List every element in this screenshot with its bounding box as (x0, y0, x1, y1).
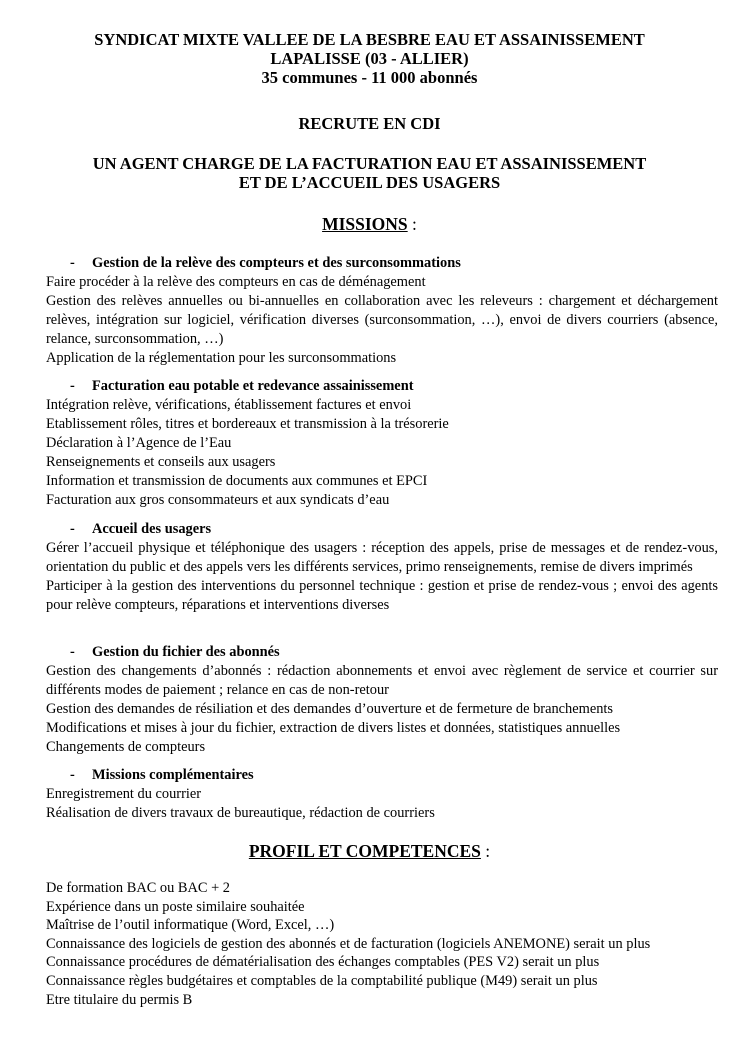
missions-section-1 (46, 254, 718, 368)
subheading-text: Gestion de la relève des compteurs et des surconsommations (92, 255, 461, 271)
profile-line: Connaissance règles budgétaires et comptables de la comptabilité publique (M49) serait un plus (46, 972, 598, 989)
mission-line: Faire procéder à la relève des compteurs en cas de déménagement (46, 274, 426, 290)
profile-line: Maîtrise de l’outil informatique (Word, Excel, …) (46, 917, 335, 934)
missions-subheading (46, 377, 718, 396)
subheading-text: Accueil des usagers (92, 521, 212, 537)
subheading-text: Missions complémentaires (92, 767, 254, 783)
missions-heading-text: MISSIONS (322, 214, 408, 234)
missions-section-5 (46, 766, 718, 823)
missions-subheading (46, 643, 718, 662)
bullet-dash: - (70, 767, 75, 783)
missions-subheading (46, 520, 718, 539)
mission-line: Déclaration à l’Agence de l’Eau (46, 435, 232, 451)
profile-line: Connaissance des logiciels de gestion des abonnés et de facturation (logiciels ANEMONE) serait un plus (46, 935, 651, 952)
subheading-text: Gestion du fichier des abonnés (92, 644, 280, 660)
missions-subheading (46, 254, 718, 273)
bullet-dash: - (70, 521, 75, 537)
mission-line: Information et transmission de documents aux communes et EPCI (46, 473, 428, 489)
bullet-dash: - (70, 378, 75, 394)
job-title (0, 154, 739, 192)
employer-name: SYNDICAT MIXTE VALLEE DE LA BESBRE EAU ET ASSAINISSEMENT (94, 30, 645, 49)
mission-line: Gestion des demandes de résiliation et des demandes d’ouverture et de fermeture de branchements (46, 701, 614, 717)
job-title-line-2: ET DE L’ACCUEIL DES USAGERS (238, 173, 501, 192)
employer-location: LAPALISSE (03 - ALLIER) (270, 49, 469, 68)
missions-section-2 (46, 377, 718, 510)
contract-type: RECRUTE EN CDI (298, 114, 441, 133)
profile-line: Connaissance procédures de dématérialisation des échanges comptables (PES V2) serait un plus (46, 954, 600, 971)
mission-line: Enregistrement du courrier (46, 786, 202, 802)
mission-line: Etablissement rôles, titres et bordereaux et transmission à la trésorerie (46, 416, 449, 432)
mission-line: Intégration relève, vérifications, établissement factures et envoi (46, 397, 412, 413)
missions-subheading (46, 766, 718, 785)
missions-section-4 (46, 643, 718, 757)
mission-line: Participer à la gestion des interventions du personnel technique : gestion et prise de rendez-vous ; envoi des agents pour relève compteurs, réparations et interventions diverses (46, 578, 718, 613)
profile-line: De formation BAC ou BAC + 2 (46, 880, 230, 896)
mission-line: Gestion des relèves annuelles ou bi-annuelles en collaboration avec les releveurs : chargement et déchargement relèves, intégration sur logiciel, vérification diverses (surconsommation, …), envoi de divers courriers (absence, relance, surconsommation, …) (46, 293, 718, 347)
job-title-line-1: UN AGENT CHARGE DE LA FACTURATION EAU ET ASSAINISSEMENT (92, 154, 647, 173)
bullet-dash: - (70, 255, 75, 271)
mission-line: Application de la réglementation pour les surconsommations (46, 350, 397, 366)
profile-heading-text: PROFIL ET COMPETENCES (248, 841, 481, 861)
mission-line: Renseignements et conseils aux usagers (46, 454, 276, 470)
mission-line: Changements de compteurs (46, 739, 206, 755)
employer-stats: 35 communes - 11 000 abonnés (261, 68, 478, 87)
mission-line: Gestion des changements d’abonnés : rédaction abonnements et envoi avec règlement de service et courrier sur différents modes de paiement ; relance en cas de non-retour (46, 663, 718, 698)
employer-header (0, 30, 739, 87)
mission-line: Modifications et mises à jour du fichier, extraction de divers listes et données, statistiques annuelles (46, 720, 621, 736)
bullet-dash: - (70, 644, 75, 660)
profile-heading (0, 841, 739, 862)
profile-line: Expérience dans un poste similaire souhaitée (46, 898, 305, 915)
mission-line: Réalisation de divers travaux de bureautique, rédaction de courriers (46, 805, 435, 821)
profile-line: Etre titulaire du permis B (46, 991, 193, 1008)
profile-list (46, 879, 718, 1009)
missions-heading-colon: : (407, 214, 417, 234)
missions-heading (0, 214, 739, 235)
mission-line: Facturation aux gros consommateurs et aux syndicats d’eau (46, 492, 390, 508)
profile-heading-colon: : (480, 841, 491, 861)
mission-line: Gérer l’accueil physique et téléphonique des usagers : réception des appels, prise de messages et de rendez-vous, orientation du public et des appels vers les différents services, primo renseignements, remise de divers imprimés (46, 540, 718, 575)
missions-section-3 (46, 520, 718, 615)
subheading-text: Facturation eau potable et redevance assainissement (92, 378, 414, 394)
